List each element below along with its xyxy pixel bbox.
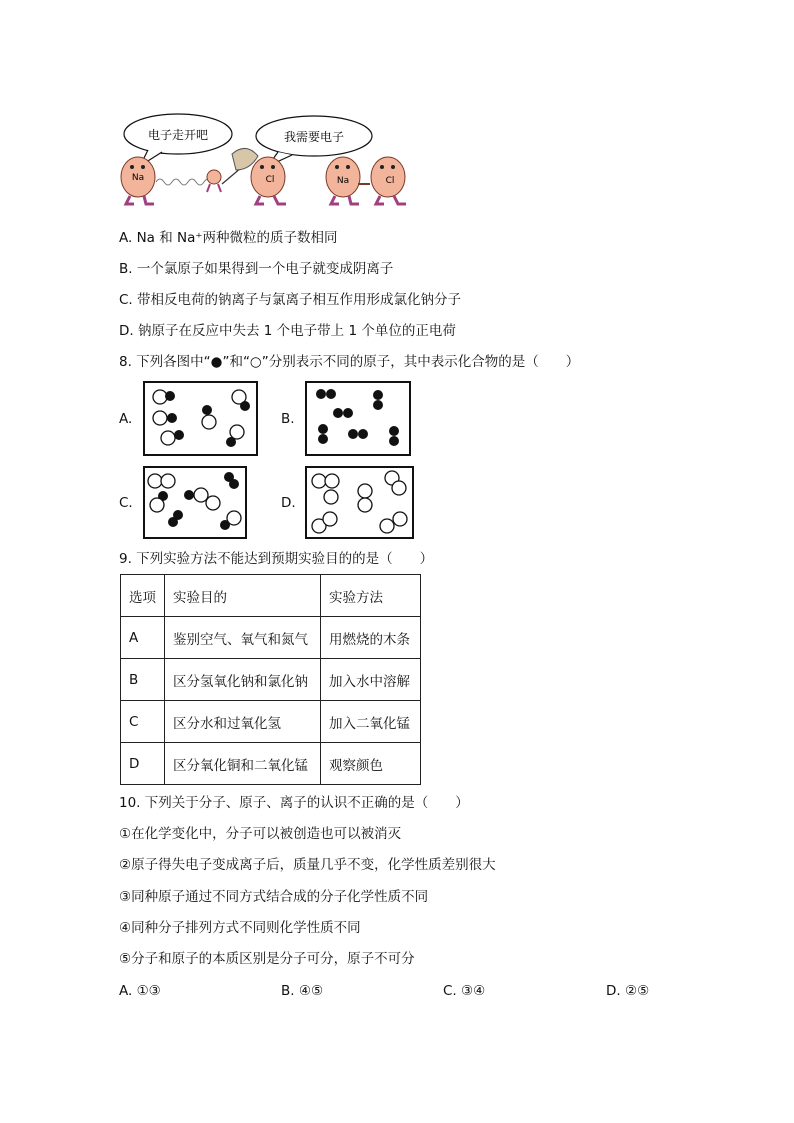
table-header-row [121,575,421,617]
q7-option-d: D. 钠原子在反应中失去 1 个电子带上 1 个单位的正电荷 [119,323,456,339]
q10-statement-1: ①在化学变化中，分子可以被创造也可以被消灭 [119,826,402,842]
q7-option-a: A. Na 和 Na⁺两种微粒的质子数相同 [119,230,338,246]
q9-experiment-table [120,574,421,785]
svg-text:Na: Na [131,173,145,183]
q9-stem: 9. 下列实验方法不能达到预期实验目的的是（ ） [119,551,434,567]
chloride-ion-character [371,157,406,204]
q8-diagram-a [143,381,258,456]
table-header-cell: 实验方法 [321,575,421,617]
table-row: D 区分氧化铜和二氧化锰 观察颜色 [121,743,421,785]
svg-text:Cl: Cl [265,175,275,185]
svg-text:Na: Na [336,176,350,186]
bubble-left-text: 电子走开吧 [147,128,209,142]
q10-statement-5: ⑤分子和原子的本质区别是分子可分，原子不可分 [119,951,415,967]
table-row: C 区分水和过氧化氢 加入二氧化锰 [121,701,421,743]
q10-answer-d: D. ②⑤ [606,983,650,999]
q7-option-c: C. 带相反电荷的钠离子与氯离子相互作用形成氯化钠分子 [119,292,462,308]
q8-label-a: A. [119,411,133,427]
q8-label-c: C. [119,495,133,511]
sodium-chloride-cartoon [118,104,448,214]
q10-answer-a: A. ①③ [119,983,161,999]
table-header-cell: 选项 [121,575,165,617]
table-header-cell: 实验目的 [165,575,321,617]
q10-statement-3: ③同种原子通过不同方式结合成的分子化学性质不同 [119,889,429,905]
table-row: B 区分氢氧化钠和氯化钠 加入水中溶解 [121,659,421,701]
q7-option-b: B. 一个氯原子如果得到一个电子就变成阴离子 [119,261,394,277]
q10-statement-2: ②原子得失电子变成离子后，质量几乎不变，化学性质差别很大 [119,857,496,873]
electron-spring [156,179,212,185]
sodium-ion-character [326,157,360,204]
q8-diagram-d [305,466,414,539]
q10-statement-4: ④同种分子排列方式不同则化学性质不同 [119,920,361,936]
q10-answer-c: C. ③④ [443,983,486,999]
svg-text:Cl: Cl [385,176,395,186]
table-row: A 鉴别空气、氧气和氮气 用燃烧的木条 [121,617,421,659]
sodium-atom-character [121,157,155,204]
q8-diagram-c [143,466,247,539]
chlorine-atom-character [251,157,286,204]
bubble-right-text: 我需要电子 [283,130,345,144]
q8-stem: 8. 下列各图中“●”和“○”分别表示不同的原子，其中表示化合物的是（ ） [119,354,580,370]
q10-answer-b: B. ④⑤ [281,983,324,999]
q8-diagram-b [305,381,411,456]
q8-label-d: D. [281,495,296,511]
electron-character [207,170,221,192]
q10-stem: 10. 下列关于分子、原子、离子的认识不正确的是（ ） [119,795,469,811]
q8-label-b: B. [281,411,295,427]
